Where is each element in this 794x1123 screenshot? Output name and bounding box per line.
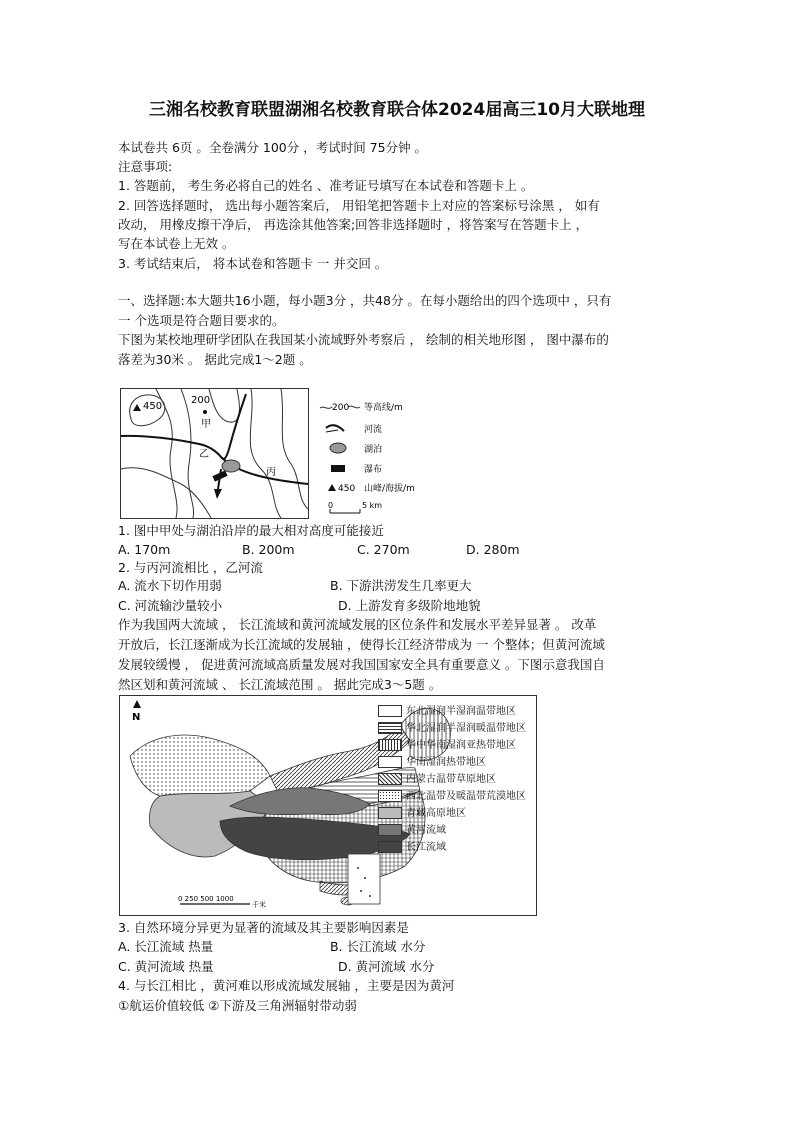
legend-lake-text: 湖泊	[364, 445, 383, 455]
legend-swatch	[378, 739, 402, 751]
q1-option-d: D. 280m	[466, 542, 520, 557]
q4-stem: 4. 与长江相比 ，黄河难以形成流域发展轴 ，主要是因为黄河	[118, 978, 455, 993]
page-title: 三湘名校教育联盟湖湘名校教育联合体2024届高三10月大联地理	[149, 100, 645, 120]
legend-item-northeast	[378, 702, 516, 717]
legend-swatch	[378, 807, 402, 819]
intro-line-1: 本试卷共 6页 。全卷满分 100分 ，考试时间 75分钟 。	[118, 140, 428, 155]
section-line-3: 下图为某校地理研学团队在我国某小流域野外考察后 ， 绘制的相关地形图 ， 图中瀑布的	[118, 332, 609, 347]
legend-label: 华北湿润半湿润暖温带地区	[406, 723, 526, 734]
legend-lake-icon	[330, 443, 346, 453]
legend-label: 西北温带及暖温带荒漠地区	[406, 791, 526, 802]
river-main	[221, 394, 246, 459]
topo-legend-svg	[318, 395, 438, 520]
intro-line-6: 写在本试卷上无效 。	[118, 236, 235, 251]
q3-stem: 3. 自然环境分异更为显著的流域及其主要影响因素是	[118, 920, 409, 935]
topo-legend	[318, 395, 438, 520]
legend-item-yangtze	[378, 838, 446, 853]
legend-item-northwest	[378, 787, 526, 802]
passage2-line-3: 发展较缓慢 ， 促进黄河流域高质量发展对我国国家安全具有重要意义 。下图示意我国自	[118, 657, 605, 672]
section-line-4: 落差为30米 。 据此完成1～2题 。	[118, 352, 312, 367]
contour-line	[281, 389, 308, 509]
legend-label: 青藏高原地区	[406, 808, 466, 819]
label-jia: 甲	[201, 419, 211, 430]
legend-item-north-china	[378, 719, 526, 734]
q2-option-d: D. 上游发育多级阶地地貌	[338, 598, 481, 613]
section-line-2: 一 个选项是符合题目要求的。	[118, 313, 285, 328]
passage2-line-2: 开放后，长江逐渐成为长江流域的发展轴 ，使得长江经济带成为 一 个整体；但黄河流域	[118, 637, 605, 652]
legend-river-text: 河流	[364, 425, 383, 435]
contour-line	[250, 389, 281, 518]
q2-option-c: C. 河流输沙量较小	[118, 598, 223, 613]
q1-option-a: A. 170m	[118, 542, 171, 557]
map-scale-unit: 千米	[252, 901, 266, 909]
legend-item-inner-mongolia	[378, 770, 496, 785]
legend-waterfall-text: 瀑布	[364, 465, 383, 475]
north-label: N	[132, 712, 141, 723]
topo-map-figure	[120, 388, 309, 519]
topo-map-svg	[121, 389, 308, 518]
north-arrow-icon	[133, 700, 141, 708]
legend-label: 黄河流域	[406, 825, 446, 836]
q4-sub-items: ①航运价值较低 ②下游及三角洲辐射带动弱	[118, 998, 357, 1013]
peak-icon	[133, 404, 141, 411]
legend-swatch	[378, 722, 402, 734]
island-dot	[357, 867, 359, 869]
china-map-legend	[378, 700, 533, 860]
legend-contour-icon	[348, 406, 360, 408]
q3-option-b: B. 长江流域 水分	[330, 939, 426, 954]
intro-line-4: 2. 回答选择题时， 选出每小题答案后， 用铅笔把答题卡上对应的答案标号涂黑 ， 如有	[118, 198, 600, 213]
legend-label: 华南湿润热带地区	[406, 757, 486, 768]
scale-zero: 0	[328, 501, 334, 510]
legend-swatch	[378, 790, 402, 802]
q1-option-c: C. 270m	[357, 542, 410, 557]
passage2-line-1: 作为我国两大流域 ， 长江流域和黄河流域发展的区位条件和发展水平差异显著 。 改革	[118, 617, 597, 632]
south-sea-inset	[348, 854, 380, 904]
legend-label: 东北湿润半湿润温带地区	[406, 706, 516, 717]
q1-option-b: B. 200m	[242, 542, 295, 557]
legend-item-south-tropical	[378, 753, 486, 768]
q1-stem: 1. 图中甲处与湖泊沿岸的最大相对高度可能接近	[118, 523, 384, 538]
q2-stem: 2. 与丙河流相比 ，乙河流	[118, 560, 263, 575]
contour-line	[121, 468, 211, 518]
legend-swatch	[378, 756, 402, 768]
q2-option-a: A. 流水下切作用弱	[118, 578, 222, 593]
legend-item-yellow-river	[378, 821, 446, 836]
legend-waterfall-icon	[331, 465, 345, 472]
contour-label: 200	[191, 395, 211, 406]
legend-peak-value: 450	[338, 484, 356, 494]
legend-peak-text: 山峰/海拔/m	[364, 484, 415, 494]
map-scale-text: 0 250 500 1000	[178, 895, 234, 903]
peak-label: 450	[143, 401, 163, 412]
intro-line-3: 1. 答题前， 考生务必将自己的姓名 、准考证号填写在本试卷和答题卡上 。	[118, 178, 534, 193]
region-northwest-desert	[130, 735, 270, 796]
contour-line	[209, 389, 239, 422]
intro-line-5: 改动， 用橡皮擦干净后， 再选涂其他答案;回答非选择题时 ，将答案写在答题卡上 ，	[118, 217, 589, 232]
contour-line	[181, 389, 194, 518]
intro-line-2: 注意事项:	[118, 159, 173, 174]
legend-swatch	[378, 824, 402, 836]
legend-label: 华中华南湿润亚热带地区	[406, 740, 516, 751]
label-bing: 丙	[266, 467, 276, 478]
section-line-1: 一、选择题:本大题共16小题，每小题3分 ，共48分 。在每小题给出的四个选项中 ，只有	[118, 293, 612, 308]
legend-swatch	[378, 841, 402, 853]
legend-contour-text: 等高线/m	[364, 403, 403, 413]
legend-contour-icon	[320, 407, 332, 408]
legend-swatch	[378, 773, 402, 785]
island-dot	[364, 877, 366, 879]
label-yi: 乙	[199, 449, 209, 460]
island-dot	[369, 895, 371, 897]
legend-swatch	[378, 705, 402, 717]
q3-option-a: A. 长江流域 热量	[118, 939, 214, 954]
passage2-line-4: 然区划和黄河流域 、 长江流域范围 。 据此完成3～5题 。	[118, 677, 442, 692]
legend-item-tibet	[378, 804, 466, 819]
legend-contour-value: 200	[332, 403, 350, 413]
legend-peak-icon	[328, 484, 336, 491]
q2-option-b: B. 下游洪涝发生几率更大	[330, 578, 472, 593]
point-jia	[203, 410, 207, 414]
q3-option-c: C. 黄河流域 热量	[118, 959, 214, 974]
q3-option-d: D. 黄河流域 水分	[338, 959, 435, 974]
flow-arrow-icon	[214, 489, 222, 499]
legend-river-icon	[326, 430, 338, 432]
legend-label: 内蒙古温带草原地区	[406, 774, 496, 785]
intro-line-7: 3. 考试结束后， 将本试卷和答题卡 一 并交回 。	[118, 256, 388, 271]
legend-item-central-south	[378, 736, 516, 751]
scale-end: 5 km	[362, 501, 383, 510]
lake-shape	[222, 460, 240, 472]
island-dot	[360, 890, 362, 892]
legend-label: 长江流域	[406, 842, 446, 853]
